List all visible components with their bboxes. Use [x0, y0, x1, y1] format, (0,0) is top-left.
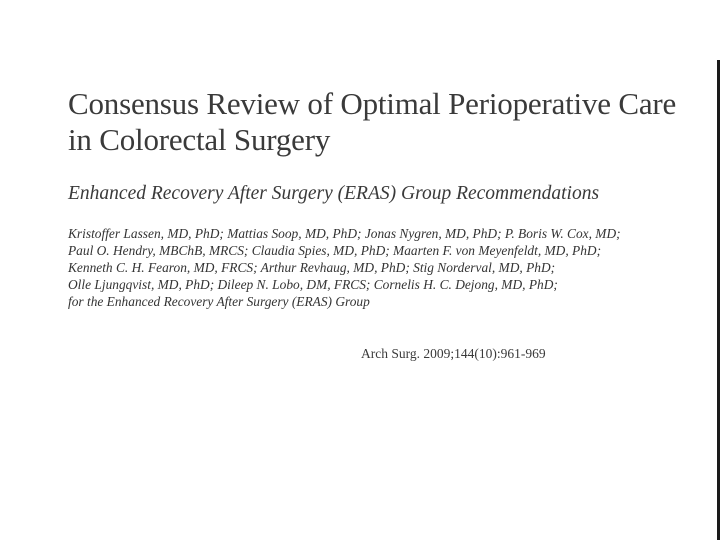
author-line-5: for the Enhanced Recovery After Surgery (ERAS) Group	[68, 294, 370, 309]
paper-title	[68, 86, 708, 158]
journal-citation: Arch Surg. 2009;144(10):961-969	[361, 346, 546, 361]
author-line-4: Olle Ljungqvist, MD, PhD; Dileep N. Lobo, DM, FRCS; Cornelis H. C. Dejong, MD, PhD;	[68, 277, 558, 292]
title-line-1: Consensus Review of Optimal Perioperative Care	[68, 86, 677, 121]
author-line-1: Kristoffer Lassen, MD, PhD; Mattias Soop, MD, PhD; Jonas Nygren, MD, PhD; P. Boris W. Cox, MD;	[68, 226, 621, 241]
author-line-2: Paul O. Hendry, MBChB, MRCS; Claudia Spies, MD, PhD; Maarten F. von Meyenfeldt, MD, PhD;	[68, 243, 602, 258]
paper-subtitle: Enhanced Recovery After Surgery (ERAS) Group Recommendations	[68, 183, 600, 204]
title-line-2: in Colorectal Surgery	[68, 122, 331, 157]
author-line-3: Kenneth C. H. Fearon, MD, FRCS; Arthur Revhaug, MD, PhD; Stig Norderval, MD, PhD;	[68, 260, 556, 275]
author-list	[68, 225, 698, 310]
